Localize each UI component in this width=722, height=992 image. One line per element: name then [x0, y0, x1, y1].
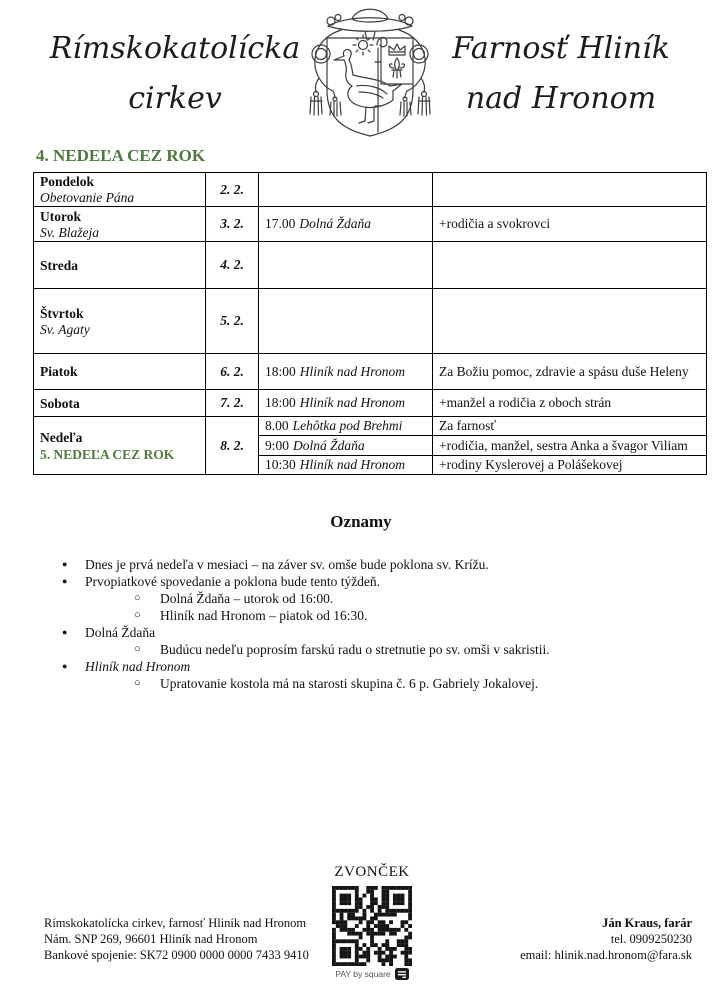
circle-bullet-icon: ○: [134, 592, 141, 604]
intention-cell: [433, 289, 707, 354]
announcement-text: Budúcu nedeľu poprosím farskú radu o stretnutie po sv. omši v sakristii.: [160, 642, 550, 657]
parish-name-line1: Farnosť Hliník: [452, 31, 670, 66]
week-title: 4. NEDEĽA CEZ ROK: [36, 146, 206, 165]
date-cell: 4. 2.: [206, 242, 259, 289]
parish-contact-block: [44, 915, 309, 963]
day-name: Streda: [40, 257, 79, 273]
bullet-icon: ●: [62, 576, 68, 586]
table-row: [34, 289, 707, 354]
intention-cell: Za Božiu pomoc, zdravie a spásu duše Heleny: [433, 354, 707, 390]
day-cell: [34, 417, 206, 475]
pay-by-square-logo-icon: [395, 968, 409, 980]
bishop-coat-of-arms-icon: [297, 2, 443, 140]
intention-cell: Za farnosť: [433, 417, 707, 436]
footer-church-line: Rímskokatolícka cirkev, farnosť Hliník nad Hronom: [44, 916, 307, 930]
intention-cell: +manžel a rodičia z oboch strán: [433, 390, 707, 417]
day-name: Pondelok: [40, 174, 95, 189]
table-row: [34, 173, 707, 207]
mass-place: Hliník nad Hronom: [299, 395, 406, 410]
mass-time: 17.00: [265, 216, 296, 231]
announcement-text: Dnes je prvá nedeľa v mesiaci – na záver sv. omše bude poklona sv. Krížu.: [85, 557, 489, 572]
time-place-cell: [259, 456, 433, 475]
day-name: Nedeľa: [40, 429, 83, 445]
intention-cell: +rodiny Kyslerovej a Polášekovej: [433, 456, 707, 475]
intention-cell: +rodičia a svokrovci: [433, 207, 707, 242]
list-item: [33, 590, 689, 607]
table-row: [34, 417, 707, 436]
day-name: Štvrtok: [40, 305, 84, 321]
priest-phone: tel. 0909250230: [610, 932, 692, 946]
date-cell: 6. 2.: [206, 354, 259, 390]
day-cell: [34, 289, 206, 354]
time-place-cell: [259, 289, 433, 354]
priest-contact-block: [520, 915, 692, 963]
list-item: [33, 675, 689, 692]
time-place-cell: [259, 354, 433, 390]
qr-title: ZVONČEK: [334, 864, 410, 880]
bullet-icon: ●: [62, 661, 68, 671]
feast-name: Obetovanie Pána: [40, 190, 135, 205]
circle-bullet-icon: ○: [134, 609, 141, 621]
day-cell: [34, 354, 206, 390]
day-cell: [34, 173, 206, 207]
list-item: [33, 556, 689, 573]
list-item: [33, 624, 689, 641]
mass-place: Hliník nad Hronom: [299, 457, 406, 472]
list-item: [33, 658, 689, 675]
donation-qr-block: [329, 864, 415, 980]
day-cell: [34, 207, 206, 242]
footer-address-line: Nám. SNP 269, 96601 Hliník nad Hronom: [44, 932, 258, 946]
announcement-text: Prvopiatkové spovedanie a poklona bude tento týždeň.: [85, 574, 381, 589]
mass-schedule-table: [33, 172, 707, 475]
date-cell: 7. 2.: [206, 390, 259, 417]
mass-time: 8.00: [265, 418, 289, 433]
announcement-text: Dolná Ždaňa – utorok od 16:00.: [160, 591, 334, 606]
time-place-cell: [259, 417, 433, 436]
priest-name: Ján Kraus, farár: [602, 916, 692, 930]
time-place-cell: [259, 390, 433, 417]
parish-name-line2: nad Hronom: [465, 81, 657, 116]
announcement-text: Hliník nad Hronom: [85, 659, 191, 674]
feast-name: Sv. Blažeja: [40, 224, 99, 240]
mass-time: 18:00: [265, 363, 296, 379]
mass-time: 18:00: [265, 395, 296, 410]
bullet-icon: ●: [62, 559, 68, 569]
announcement-text: Hliník nad Hronom – piatok od 16:30.: [160, 608, 368, 623]
church-name: [25, 24, 325, 124]
intention-cell: [433, 242, 707, 289]
time-place-cell: [259, 207, 433, 242]
list-item: [33, 607, 689, 624]
priest-email: email: hlinik.nad.hronom@fara.sk: [520, 948, 692, 962]
announcement-text: Dolná Ždaňa: [85, 625, 156, 640]
announcements-list: [33, 556, 689, 692]
time-place-cell: [259, 436, 433, 456]
list-item: [33, 573, 689, 590]
next-week-title: 5. NEDEĽA CEZ ROK: [40, 446, 175, 462]
announcement-text: Upratovanie kostola má na starosti skupina č. 6 p. Gabriely Jokalovej.: [160, 676, 539, 691]
footer-bank-line: Bankové spojenie: SK72 0900 0000 0000 7433 9410: [44, 948, 309, 962]
mass-time: 9:00: [265, 437, 290, 453]
qr-code: [332, 886, 412, 966]
table-row: [34, 242, 707, 289]
day-cell: [34, 242, 206, 289]
table-row: [34, 354, 707, 390]
announcements-section: [33, 512, 689, 692]
mass-place: Dolná Ždaňa: [293, 437, 365, 453]
feast-name: Sv. Agaty: [40, 321, 90, 337]
day-cell: [34, 390, 206, 417]
time-place-cell: [259, 173, 433, 207]
time-place-cell: [259, 242, 433, 289]
day-name: Sobota: [40, 395, 80, 411]
church-name-line2: cirkev: [128, 81, 222, 116]
intention-cell: +rodičia, manžel, sestra Anka a švagor Viliam: [433, 436, 707, 456]
bullet-icon: ●: [62, 627, 68, 637]
circle-bullet-icon: ○: [134, 677, 141, 689]
mass-place: Dolná Ždaňa: [299, 216, 372, 231]
announcements-title: Oznamy: [330, 512, 392, 531]
table-row: [34, 207, 707, 242]
list-item: [33, 641, 689, 658]
circle-bullet-icon: ○: [134, 643, 141, 655]
date-cell: 2. 2.: [206, 173, 259, 207]
day-name: Piatok: [40, 364, 78, 379]
date-cell: 8. 2.: [206, 417, 259, 475]
qr-caption-text: PAY by square: [335, 969, 391, 979]
mass-time: 10:30: [265, 457, 296, 472]
date-cell: 5. 2.: [206, 289, 259, 354]
date-cell: 3. 2.: [206, 207, 259, 242]
mass-place: Lehôtka pod Brehmi: [292, 418, 403, 433]
mass-place: Hliník nad Hronom: [299, 363, 406, 379]
church-name-line1: Rímskokatolícka: [49, 31, 301, 66]
day-name: Utorok: [40, 208, 82, 224]
intention-cell: [433, 173, 707, 207]
parish-name: [411, 24, 711, 124]
table-row: [34, 390, 707, 417]
